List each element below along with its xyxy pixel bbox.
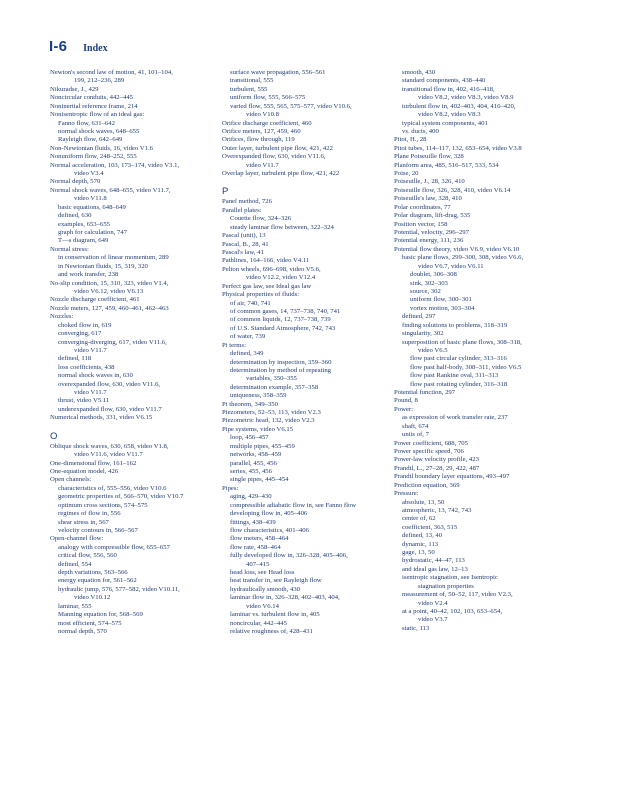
index-subentry: of common liquids, 12, 737–738, 739 xyxy=(230,316,331,324)
index-entry: Pitot tubes, 114–117, 132, 653–654, video V3.8 xyxy=(394,144,522,152)
index-subentry: examples, 653–655 xyxy=(58,220,111,228)
section-gap xyxy=(222,178,388,182)
index-subentry: measurement of, 50–52, 117, video V2.3, xyxy=(402,591,513,599)
index-subentry: series, 455, 456 xyxy=(230,467,272,475)
index-subentry: networks, 458–459 xyxy=(230,451,282,459)
index-entry-continuation: video V11.7 xyxy=(74,389,107,397)
page-title: Index xyxy=(83,43,108,54)
index-entry: Pascal, B., 28, 41 xyxy=(222,240,269,248)
index-subentry: loop, 456–457 xyxy=(230,434,269,442)
index-entry-continuation: video V11.7 xyxy=(74,346,107,354)
index-subentry: defined, 349 xyxy=(230,350,264,358)
index-entry: Orifices, flow through, 119 xyxy=(222,136,295,144)
index-entry-continuation: variables, 350–355 xyxy=(246,375,297,383)
index-entry: Power-law velocity profile, 423 xyxy=(394,456,479,464)
index-entry: Pascal (unit), 13 xyxy=(222,232,266,240)
index-entry: Pitot, H., 28 xyxy=(394,136,427,144)
index-entry: Plane Poiseuille flow, 328 xyxy=(394,153,464,161)
index-entry: Nozzle meters, 127, 459, 460–461, 462–463 xyxy=(50,304,169,312)
index-subentry: and ideal gas law, 12–13 xyxy=(402,565,468,573)
index-subentry: hydraulic jump, 576, 577–582, video V10.11, xyxy=(58,585,180,593)
section-letter: O xyxy=(50,430,58,442)
index-subentry: energy equation for, 561–562 xyxy=(58,577,137,585)
index-entry: Parallel plates: xyxy=(222,206,262,214)
index-subentry: doublet, 306–308 xyxy=(410,271,457,279)
index-subentry: of water, 739 xyxy=(230,333,266,341)
index-entry: Normal stress: xyxy=(50,245,89,253)
index-subentry: determination example, 357–358 xyxy=(230,383,319,391)
index-entry-continuation: video V6.12, video V6.13 xyxy=(74,287,144,295)
index-subentry: hydraulically smooth, 430 xyxy=(230,585,301,593)
index-subentry: normal shock waves in, 630 xyxy=(58,372,133,380)
index-subentry: T—s diagram, 649 xyxy=(58,237,109,245)
index-subentry: flow meters, 458–464 xyxy=(230,535,289,543)
index-subentry: Rayleigh flow, 642–649 xyxy=(58,136,123,144)
index-subentry: laminar vs. turbulent flow in, 405 xyxy=(230,611,320,619)
index-subentry: isentropic stagnation, see Isentropic xyxy=(402,574,498,582)
index-subentry: flow past Rankine oval, 311–313 xyxy=(410,372,499,380)
index-subentry: varied flow, 555, 565, 575–577, video V10.6, xyxy=(230,102,352,110)
index-entry: Power specific speed, 706 xyxy=(394,447,464,455)
index-subentry: absolute, 13, 50 xyxy=(402,498,445,506)
index-entry: Pelton wheels, 696–698, video V5.6, xyxy=(222,265,321,273)
index-entry: Potential, velocity, 296–297 xyxy=(394,229,469,237)
index-entry: Pi terms: xyxy=(222,341,246,349)
index-entry: Pipes: xyxy=(222,484,239,492)
index-subentry: converging-diverging, 617, video V11.6, xyxy=(58,338,167,346)
index-subentry: depth variations, 563–566 xyxy=(58,569,128,577)
index-entry: Power coefficient, 688, 705 xyxy=(394,439,468,447)
index-entry: Noninertial reference frame, 214 xyxy=(50,102,138,110)
index-subentry: compressible adiabatic flow in, see Fanno flow xyxy=(230,501,357,509)
index-subentry: flow rate, 458–464 xyxy=(230,543,281,551)
index-entry: Piezometers, 52–53, 113, video V2.3 xyxy=(222,409,321,417)
index-subentry: Manning equation for, 568–569 xyxy=(58,611,143,619)
index-subentry: thrust, video V5.11 xyxy=(58,397,110,405)
index-subentry: heat transfer in, see Rayleigh flow xyxy=(230,577,322,585)
index-entry: Prandtl, L., 27–28, 29, 422, 487 xyxy=(394,464,480,472)
index-entry: Prediction equation, 369 xyxy=(394,481,460,489)
index-entry-continuation: video V12.2, video V12.4 xyxy=(246,274,316,282)
index-subentry: most efficient, 574–575 xyxy=(58,619,122,627)
index-entry-continuation: 199, 212–236, 289 xyxy=(74,77,125,85)
index-entry-continuation: 407–415 xyxy=(246,560,270,568)
index-entry: Overlap layer, turbulent pipe flow, 421, 422 xyxy=(222,170,340,178)
index-subentry: singularity, 302 xyxy=(402,330,444,338)
index-entry: Oblique shock waves, 630, 658, video V1.8, xyxy=(50,442,169,450)
index-subentry: noncircular, 442–445 xyxy=(230,619,287,627)
index-subentry: gage, 13, 50 xyxy=(402,549,435,557)
index-entry: Non-Newtonian fluids, 16, video V1.6 xyxy=(50,144,153,152)
index-entry-continuation: video V6.7, video V6.11 xyxy=(418,262,484,270)
index-subentry: laminar flow in, 326–328, 402–403, 404, xyxy=(230,594,340,602)
index-entry: One-dimensional flow, 161–162 xyxy=(50,459,137,467)
index-entry-continuation: video V11.8 xyxy=(74,195,107,203)
index-subentry: defined, 13, 40 xyxy=(402,532,443,540)
index-entry: Prandtl boundary layer equations, 493–497 xyxy=(394,473,510,481)
index-subentry: as expression of work transfer rate, 237 xyxy=(402,414,508,422)
index-subentry: loss coefficients, 438 xyxy=(58,363,115,371)
index-subentry: superposition of basic plane flows, 308–318, xyxy=(402,338,522,346)
index-subentry: of common gases, 14, 737–738, 740, 741 xyxy=(230,307,341,315)
index-entry: Physical properties of fluids: xyxy=(222,291,300,299)
index-subentry: coefficient, 363, 515 xyxy=(402,523,458,531)
index-subentry: characteristics of, 555–556, video V10.6 xyxy=(58,484,167,492)
index-entry-continuation: video V11.6, video V11.7 xyxy=(74,451,143,459)
index-entry-continuation: video V8.2, video V8.3, video V8.9 xyxy=(418,94,514,102)
index-entry: Orifice meters, 127, 459, 460 xyxy=(222,127,301,135)
index-subentry: flow past rotating cylinder, 316–318 xyxy=(410,380,508,388)
index-entry: Pound, 8 xyxy=(394,397,418,405)
index-subentry: at a point, 40–42, 102, 103, 653–654, xyxy=(402,608,503,615)
index-subentry: uniform flow, 555, 566–575 xyxy=(230,94,306,102)
index-entry: Pathlines, 164–166, video V4.11 xyxy=(222,257,310,265)
index-entry: Pi theorem, 349–350 xyxy=(222,400,278,408)
index-subentry: flow past half-body, 308–311, video V6.5 xyxy=(410,363,522,371)
index-subentry: defined, 554 xyxy=(58,560,92,568)
index-entry: Pipe systems, video V6.15 xyxy=(222,425,294,433)
index-subentry: finding solutions to problems, 318–319 xyxy=(402,321,508,329)
index-subentry: smooth, 430 xyxy=(402,69,436,76)
index-entry-continuation: video V6.14 xyxy=(246,602,279,610)
index-subentry: basic equations, 648–649 xyxy=(58,203,126,211)
index-entry-continuation: video V11.7 xyxy=(246,161,279,169)
index-subentry: of U.S. Standard Atmosphere, 742, 743 xyxy=(230,324,336,332)
index-subentry: and work transfer, 238 xyxy=(58,271,119,279)
index-entry: Piezometric head, 132, video V2.3 xyxy=(222,417,315,425)
page-header xyxy=(49,38,108,55)
index-entry: Poise, 20 xyxy=(394,170,419,178)
index-subentry: Fanno flow, 631–642 xyxy=(58,119,115,127)
index-entry: Panel method, 726 xyxy=(222,198,272,206)
index-subentry: shear stress in, 567 xyxy=(58,518,109,526)
index-subentry: in conservation of linear momentum, 289 xyxy=(58,254,169,262)
index-entry-continuation: video V8.2, video V8.3 xyxy=(418,111,481,119)
index-entry-continuation: video V10.12 xyxy=(74,594,111,602)
index-subentry: choked flow in, 619 xyxy=(58,321,112,329)
index-entry: Noncircular conduits, 442–445 xyxy=(50,94,134,102)
index-entry-continuation: video V3.7 xyxy=(418,616,448,624)
index-entry: No-slip condition, 15, 310, 323, video V1.4, xyxy=(50,279,169,287)
index-entry-continuation: video V2.4 xyxy=(418,599,448,607)
index-entry: Nikuradse, J., 429 xyxy=(50,85,99,93)
index-entry: Newton's second law of motion, 41, 101–104, xyxy=(50,69,173,76)
index-entry: Orifice discharge coefficient, 460 xyxy=(222,119,312,127)
index-entry: Potential energy, 111, 236 xyxy=(394,237,464,245)
index-subentry: basic plane flows, 299–300, 308, video V6.6, xyxy=(402,254,524,262)
index-entry: Open channels: xyxy=(50,476,92,484)
index-subentry: steady laminar flow between, 322–324 xyxy=(230,223,334,231)
index-subentry: developing flow in, 405–406 xyxy=(230,510,308,518)
index-subentry: turbulent, 555 xyxy=(230,85,268,93)
index-subentry: vs. ducts, 400 xyxy=(402,127,439,135)
index-entry: Position vector, 158 xyxy=(394,220,448,228)
index-subentry: transitional flow in, 402, 416–418, xyxy=(402,85,495,93)
index-subentry: atmospheric, 13, 742, 743 xyxy=(402,506,472,514)
index-entry: One-equation model, 426 xyxy=(50,467,119,475)
index-subentry: multiple pipes, 455–459 xyxy=(230,442,295,450)
index-subentry: transitional, 555 xyxy=(230,77,274,85)
index-subentry: static, 113 xyxy=(402,624,430,632)
index-subentry: hydrostatic, 44–47, 113 xyxy=(402,557,465,565)
index-entry-continuation: stagnation properties xyxy=(418,582,474,590)
index-entry: Polar diagram, lift-drag, 535 xyxy=(394,212,471,220)
index-subentry: defined, 118 xyxy=(58,355,92,363)
index-entry: Power: xyxy=(394,405,413,413)
index-entry: Polar coordinates, 77 xyxy=(394,203,451,211)
index-entry: Planform area, 485, 516–517, 533, 534 xyxy=(394,161,499,169)
index-subentry: dynamic, 113 xyxy=(402,540,439,548)
index-subentry: regimes of flow in, 556 xyxy=(58,510,121,518)
index-column-2 xyxy=(222,69,388,636)
index-entry: Outer layer, turbulent pipe flow, 421, 422 xyxy=(222,144,333,152)
index-entry: Nozzle discharge coefficient, 461 xyxy=(50,296,140,304)
index-subentry: normal depth, 570 xyxy=(58,628,107,635)
index-column-1 xyxy=(50,69,216,636)
index-subentry: uniform flow, 300–301 xyxy=(410,296,472,304)
index-subentry: normal shock waves, 648–655 xyxy=(58,127,140,135)
index-subentry: converging, 617 xyxy=(58,330,102,338)
index-subentry: standard components, 438–440 xyxy=(402,77,486,85)
index-entry: Potential flow theory, video V6.9, video V6.10 xyxy=(394,245,520,253)
index-subentry: graph for calculation, 747 xyxy=(58,229,128,237)
page-number: I-6 xyxy=(49,38,68,55)
index-entry: Normal depth, 570 xyxy=(50,178,101,186)
index-subentry: in Newtonian fluids, 15, 319, 320 xyxy=(58,262,148,270)
index-subentry: determination by method of repeating xyxy=(230,366,332,374)
index-subentry: aging, 429–430 xyxy=(230,493,272,501)
index-entry-continuation: video V10.8 xyxy=(246,111,279,119)
index-subentry: of air, 740, 741 xyxy=(230,299,271,307)
index-subentry: fully developed flow in, 326–328, 405–406, xyxy=(230,552,348,560)
index-subentry: units of, 7 xyxy=(402,431,429,439)
index-entry-continuation: video V3.4 xyxy=(74,170,104,178)
index-subentry: Couette flow, 324–326 xyxy=(230,215,292,223)
index-subentry: optimum cross sections, 574–575 xyxy=(58,501,148,509)
index-subentry: parallel, 455, 456 xyxy=(230,459,277,467)
index-subentry: relative roughness of, 428–431 xyxy=(230,628,313,635)
index-entry: Pascal's law, 41 xyxy=(222,249,264,257)
index-subentry: defined, 630 xyxy=(58,212,92,220)
index-subentry: head loss, see Head loss xyxy=(230,569,295,577)
index-subentry: vortex motion, 303–304 xyxy=(410,304,475,312)
index-entry: Open-channel flow: xyxy=(50,535,104,543)
index-subentry: velocity contours in, 566–567 xyxy=(58,526,138,534)
index-column-3 xyxy=(394,69,584,633)
index-entry: Potential function, 297 xyxy=(394,389,456,397)
index-entry: Poiseuille, J., 28, 326, 410 xyxy=(394,178,465,186)
index-subentry: source, 302 xyxy=(410,287,441,295)
index-entry: Normal shock waves, 648–655, video V11.7, xyxy=(50,186,171,194)
index-subentry: geometric properties of, 566–570, video V10.7 xyxy=(58,493,184,501)
index-subentry: determination by inspection, 359–360 xyxy=(230,358,332,366)
index-subentry: laminar, 555 xyxy=(58,602,92,610)
index-subentry: sink, 302–303 xyxy=(410,279,448,287)
index-entry: Pressure: xyxy=(394,490,419,498)
index-entry: Poiseuille's law, 328, 410 xyxy=(394,195,462,203)
index-subentry: shaft, 674 xyxy=(402,422,429,430)
index-subentry: underexpanded flow, 630, video V11.7 xyxy=(58,405,162,413)
index-subentry: single pipes, 445–454 xyxy=(230,476,289,484)
index-subentry: center of, 62 xyxy=(402,515,436,523)
index-subentry: flow past circular cylinder, 313–316 xyxy=(410,355,507,363)
index-subentry: critical flow, 556, 560 xyxy=(58,552,117,560)
section-letter: P xyxy=(222,186,229,198)
index-subentry: defined, 297 xyxy=(402,313,436,321)
index-entry: Nozzles: xyxy=(50,313,74,321)
index-subentry: surface wave propagation, 556–561 xyxy=(230,69,326,76)
index-entry: Perfect gas law, see Ideal gas law xyxy=(222,282,312,290)
index-entry: Nonisentropic flow of an ideal gas: xyxy=(50,111,145,119)
index-subentry: fittings, 438–439 xyxy=(230,518,276,526)
index-entry-continuation: video V6.5 xyxy=(418,346,448,354)
index-subentry: turbulent flow in, 402–403, 404, 416–420, xyxy=(402,102,516,110)
index-entry: Normal acceleration, 103, 173–174, video V3.1, xyxy=(50,161,180,169)
index-subentry: uniqueness, 358–359 xyxy=(230,392,287,400)
index-entry: Poiseuille flow, 326, 328, 410, video V6.14 xyxy=(394,186,511,194)
index-subentry: typical system components, 401 xyxy=(402,119,488,127)
index-entry: Numerical methods, 331, video V6.15 xyxy=(50,414,153,422)
index-subentry: analogy with compressible flow, 655–657 xyxy=(58,543,170,551)
section-gap xyxy=(50,423,216,427)
index-subentry: flow characteristics, 401–406 xyxy=(230,526,309,534)
index-entry: Nonuniform flow, 248–252, 555 xyxy=(50,153,137,161)
index-subentry: overexpanded flow, 630, video V11.6, xyxy=(58,380,161,388)
index-entry: Overexpanded flow, 630, video V11.6, xyxy=(222,153,326,161)
